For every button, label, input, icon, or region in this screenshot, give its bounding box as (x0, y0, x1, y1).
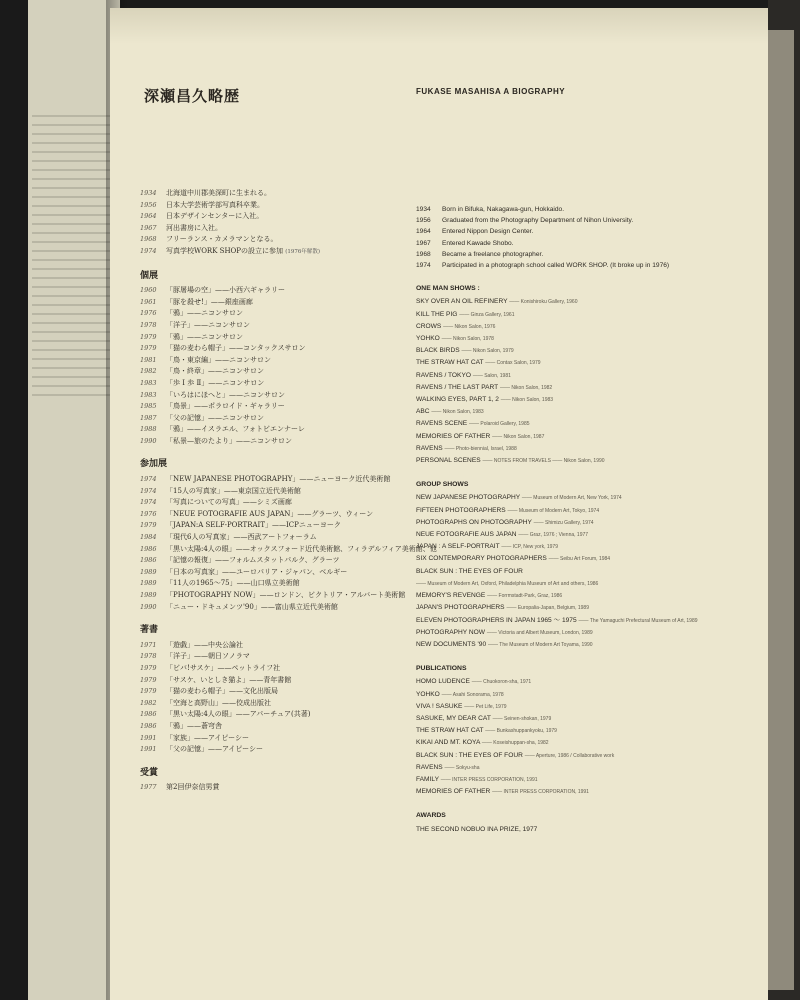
jp-bio-item (140, 211, 440, 223)
entry-title: JAPAN : A SELF-PORTRAIT (416, 543, 500, 551)
en-award-item (416, 824, 761, 836)
entry-title: NEUE FOTOGRAFIE AUS JAPAN (416, 531, 517, 539)
entry-venue: —— Nikon Salon, 1982 (499, 384, 553, 391)
jp-solo-item (140, 297, 440, 309)
en-awards-heading: AWARDS (416, 812, 446, 820)
entry-venue: —— Forrmstadt-Park, Graz, 1986 (487, 593, 563, 600)
entry-title: PHOTOGRAPHS ON PHOTOGRAPHY (416, 518, 532, 526)
year: 1979 (140, 675, 157, 684)
en-solo-list (416, 296, 761, 467)
entry-venue: —— Nikon Salon, 1987 (492, 433, 545, 440)
en-solo-item (416, 394, 761, 406)
entry-title: HOMO LUDENCE (416, 678, 470, 686)
year: 1990 (140, 602, 157, 611)
jp-solo-item (140, 366, 440, 378)
entry-venue: —— Salon, 1981 (472, 372, 511, 379)
jp-bio-item (140, 246, 440, 259)
en-solo-item (416, 418, 761, 430)
entry-venue: —— Seibu Art Forum, 1984 (548, 556, 611, 563)
jp-solo-item (140, 436, 440, 448)
year: 1985 (140, 402, 157, 411)
entry-venue: —— Chuokoron-sha, 1971 (471, 679, 532, 686)
en-solo-heading: ONE MAN SHOWS : (416, 285, 480, 293)
year: 1934 (140, 189, 157, 197)
en-pub-item (416, 737, 761, 749)
entry-title: FAMILY (416, 775, 439, 783)
en-group-list (416, 492, 761, 651)
en-pub-item (416, 725, 761, 737)
jp-book-item (140, 675, 440, 687)
english-column (416, 204, 761, 836)
entry-title: JAPAN'S PHOTOGRAPHERS (416, 604, 505, 612)
jp-solo-item (140, 320, 440, 332)
entry-text: 「遊戯」——中央公論社 (166, 640, 243, 649)
entry-text: 「黒い太陽:4人の眼」——アパーチュア(共著) (166, 710, 311, 719)
entry-title: BLACK SUN : THE EYES OF FOUR (416, 567, 523, 575)
year: 1991 (140, 733, 157, 742)
entry-title: YOHKO (416, 335, 440, 343)
jp-solo-list (140, 285, 440, 447)
entry-text: 「洋子」——朝日ソノラマ (166, 652, 250, 661)
year: 1984 (140, 533, 157, 542)
entry-title: RAVENS SCENE (416, 420, 468, 428)
jp-book-item (140, 698, 440, 710)
entry-venue: —— Victoria and Albert Museum, London, 1989 (486, 629, 593, 636)
jp-solo-item (140, 413, 440, 425)
entry-venue: —— Nikon Salon, 1983 (500, 397, 554, 404)
entry-text: 「私景—旅のたより」——ニコンサロン (166, 436, 292, 445)
jp-bio-item (140, 223, 440, 235)
entry-text: 「記憶の報復」——フォルムスタットパルク、グラーツ (166, 556, 340, 565)
jp-group-item (140, 532, 440, 544)
en-group-item (416, 639, 761, 651)
jp-solo-item (140, 285, 440, 297)
entry-text: 「鴉」——イスラエル、フォトビエンナーレ (166, 425, 305, 434)
entry-title: SIX CONTEMPORARY PHOTOGRAPHERS (416, 555, 547, 563)
year: 1991 (140, 745, 157, 754)
entry-text: 河出書房に入社。 (166, 223, 222, 232)
entry-venue: —— Nikon Salon, 1983 (431, 409, 484, 416)
en-pub-list (416, 676, 761, 798)
year: 1986 (140, 544, 157, 553)
jp-book-item (140, 640, 440, 652)
year: 1989 (140, 591, 157, 599)
jp-group-item (140, 555, 440, 567)
en-group-item (416, 541, 761, 553)
entry-title: BLACK SUN : THE EYES OF FOUR (416, 751, 523, 759)
entry-venue: —— NOTES FROM TRAVELS —— Nikon Salon, 1990 (482, 458, 605, 465)
entry-text: 「鴉」——ニコンサロン (166, 309, 243, 318)
entry-venue: —— Polaroid Gallery, 1985 (469, 421, 530, 428)
entry-venue: —— Museum of Modern Art, New York, 1974 (521, 495, 622, 502)
entry-text: 「鳥・終章」——ニコンサロン (166, 367, 264, 376)
en-pub-item (416, 762, 761, 774)
entry-venue: —— Sokyu-sha (444, 764, 480, 771)
entry-text: 「鳥景」——ポラロイド・ギャラリー (166, 402, 285, 411)
entry-venue: —— Graz, 1976 ; Vienna, 1977 (518, 532, 589, 539)
entry-text: 「猫の麦わら帽子」——文化出版局 (166, 687, 278, 696)
en-solo-item (416, 296, 761, 308)
en-group-heading: GROUP SHOWS (416, 481, 469, 489)
entry-text: Participated in a photograph school called WORK SHOP. (It broke up in 1976) (442, 262, 670, 270)
en-group-item (416, 529, 761, 541)
en-group-item (416, 602, 761, 614)
year: 1974 (140, 246, 157, 255)
jp-books-heading: 著書 (140, 625, 159, 636)
year: 1967 (140, 223, 157, 232)
year: 1989 (140, 567, 157, 576)
en-awards-list (416, 824, 761, 836)
jp-group-item (140, 602, 440, 614)
year: 1982 (140, 367, 157, 376)
en-bio-item (416, 260, 761, 271)
year: 1979 (140, 521, 157, 530)
entry-text: 「ニュー・ドキュメンツ'90」——富山県立近代美術館 (166, 602, 338, 611)
entry-venue: —— ICP, New york, 1979 (501, 544, 558, 551)
entry-text: 「鴉」——蒼穹舎 (166, 721, 222, 730)
entry-text: 「NEUE FOTOGRAFIE AUS JAPAN」——グラーツ、ウィーン (166, 509, 374, 518)
entry-text: Graduated from the Photography Department of Nihon University. (442, 217, 634, 225)
entry-text: フリーランス・カメラマンとなる。 (166, 235, 278, 244)
en-pub-item (416, 786, 761, 798)
entry-text: 「現代6人の写真家」——西武アートフォーラム (166, 533, 317, 542)
jp-book-item (140, 733, 440, 745)
entry-title: ABC (416, 408, 430, 416)
en-solo-item (416, 382, 761, 394)
en-group-item (416, 492, 761, 504)
en-group-item (416, 627, 761, 639)
jp-group-list (140, 474, 440, 613)
jp-group-item (140, 486, 440, 498)
entry-title: KILL THE PIG (416, 310, 458, 318)
year: 1978 (140, 320, 157, 329)
year: 1968 (140, 235, 157, 244)
entry-text: 「父の記憶」——ニコンサロン (166, 413, 264, 422)
jp-solo-item (140, 332, 440, 344)
en-group-item (416, 590, 761, 602)
en-pub-heading: PUBLICATIONS (416, 665, 467, 673)
entry-text: 「父の記憶」——アイピーシー (166, 745, 263, 754)
entry-title: BLACK BIRDS (416, 347, 460, 355)
jp-group-item (140, 578, 440, 590)
entry-text: 「黒い太陽:4人の眼」——オックスフォード近代美術館、フィラデルフィア美術館、他 (166, 544, 437, 553)
jp-group-item (140, 509, 440, 521)
jp-books-list (140, 640, 440, 756)
en-pub-item (416, 713, 761, 725)
en-solo-item (416, 443, 761, 455)
page-stack (768, 30, 794, 990)
entry-text: 北海道中川郡美深町に生まれる。 (166, 189, 271, 197)
entry-venue: —— Photo-biennial, Israel, 1988 (444, 445, 517, 452)
entry-title: NEW JAPANESE PHOTOGRAPHY (416, 494, 521, 502)
year: 1974 (416, 262, 431, 270)
entry-title: SASUKE, MY DEAR CAT (416, 714, 491, 722)
jp-solo-heading: 個展 (140, 270, 159, 281)
jp-solo-item (140, 355, 440, 367)
entry-text: Born in Bifuka, Nakagawa-gun, Hokkaido. (442, 206, 565, 213)
entry-text: 第2回伊奈信男賞 (166, 783, 220, 792)
page-title-en: FUKASE MASAHISA A BIOGRAPHY (416, 87, 566, 96)
entry-text: 「日本の写真家」——ユーロパリア・ジャパン、ベルギー (166, 567, 348, 576)
entry-title: MEMORIES OF FATHER (416, 788, 491, 796)
entry-venue: —— Museum of Modern Art, Oxford, Philadelphia Museum of Art and others, 1986 (416, 580, 599, 587)
year: 1986 (140, 556, 157, 565)
entry-text: Became a freelance photographer. (442, 250, 544, 258)
year: 1971 (140, 640, 157, 649)
year: 1964 (140, 212, 157, 221)
entry-venue: —— Europalia-Japan, Belgium, 1989 (506, 605, 589, 612)
en-pub-item (416, 676, 761, 688)
entry-venue: —— Seinen-shokan, 1979 (492, 715, 552, 722)
en-pub-item (416, 689, 761, 701)
entry-venue: —— Konishiroku Gallery, 1960 (509, 299, 578, 306)
jp-award-heading: 受賞 (140, 767, 159, 778)
entry-title: THE STRAW HAT CAT (416, 727, 484, 735)
entry-text: 「15人の写真家」——東京国立近代美術館 (166, 486, 301, 495)
entry-title: NEW DOCUMENTS '90 (416, 640, 487, 648)
page-shadow (110, 8, 768, 44)
year: 1974 (140, 486, 157, 495)
entry-title: SKY OVER AN OIL REFINERY (416, 298, 508, 306)
en-bio-item (416, 226, 761, 237)
en-bio-item (416, 215, 761, 226)
entry-text: 日本デザインセンターに入社。 (166, 212, 264, 221)
entry-venue: —— Asahi Sonorama, 1978 (441, 691, 504, 698)
en-solo-item (416, 406, 761, 418)
year: 1974 (140, 498, 157, 507)
entry-title: VIVA ! SASUKE (416, 702, 463, 710)
jp-group-item (140, 544, 440, 556)
year: 1974 (140, 475, 157, 484)
jp-book-item (140, 744, 440, 756)
year: 1979 (140, 344, 157, 353)
jp-bio-item (140, 200, 440, 212)
entry-title: THE SECOND NOBUO INA PRIZE, 1977 (416, 825, 538, 833)
en-group-item (416, 578, 761, 590)
year: 1968 (416, 250, 431, 258)
entry-text: 「空海と高野山」——佼成出版社 (166, 698, 271, 707)
entry-title: RAVENS (416, 763, 443, 771)
entry-text: 「11人の1965〜75」——山口県立美術館 (166, 579, 300, 588)
jp-group-item (140, 474, 440, 486)
jp-book-item (140, 686, 440, 698)
entry-title: THE STRAW HAT CAT (416, 359, 484, 367)
entry-text: Entered Kawade Shobo. (442, 239, 514, 247)
jp-book-item (140, 709, 440, 721)
en-pub-item (416, 701, 761, 713)
en-solo-item (416, 357, 761, 369)
entry-venue: —— Shimizu Gallery, 1974 (533, 519, 594, 526)
entry-text: 「PHOTOGRAPHY NOW」——ロンドン、ビクトリア・アルバート美術館 (166, 591, 406, 599)
entry-text: 「豚を殺せ!」——銀座画廊 (166, 297, 253, 306)
entry-venue: —— Koseishuppan-sha, 1982 (481, 740, 549, 747)
entry-venue: —— Aperture, 1986 / Collaborative work (524, 752, 615, 759)
en-group-item (416, 553, 761, 565)
jp-bio-item (140, 188, 440, 200)
jp-solo-item (140, 343, 440, 355)
entry-venue: —— The Museum of Modern Art Toyama, 1990 (487, 641, 593, 648)
entry-text: 「鴉」——ニコンサロン (166, 332, 243, 341)
year: 1956 (140, 200, 157, 209)
entry-text: 「サスケ、いとしき猫よ」——青年書館 (166, 675, 292, 684)
entry-venue: —— Nikon Salon, 1978 (441, 336, 494, 343)
year: 1988 (140, 425, 157, 434)
year: 1979 (140, 687, 157, 696)
en-solo-item (416, 321, 761, 333)
entry-venue: —— Museum of Modern Art, Tokyo, 1974 (507, 507, 600, 514)
entry-title: KIKAI AND MT. KOYA (416, 739, 481, 747)
year: 1956 (416, 217, 431, 225)
entry-venue: —— Bunkashuppankyoku, 1979 (485, 728, 557, 735)
entry-title: WALKING EYES, PART 1, 2 (416, 396, 499, 404)
year: 1981 (140, 355, 157, 364)
entry-title: PERSONAL SCENES (416, 457, 481, 465)
jp-bio-item (140, 234, 440, 246)
entry-venue: —— Nikon Salon, 1976 (443, 323, 496, 330)
en-solo-item (416, 370, 761, 382)
entry-text: 「洋子」——ニコンサロン (166, 320, 250, 329)
year: 1977 (140, 783, 157, 792)
entry-text: 「豚屠場の空」——小西六ギャラリー (166, 286, 285, 295)
year: 1961 (140, 297, 157, 306)
entry-venue: —— The Yamaguchi Prefectural Museum of Art, 1989 (578, 617, 698, 624)
entry-venue: —— Ginza Gallery, 1961 (459, 311, 515, 318)
jp-solo-item (140, 401, 440, 416)
year: 1960 (140, 286, 157, 295)
jp-solo-item (140, 308, 440, 320)
en-bio-list (416, 204, 761, 271)
en-solo-item (416, 309, 761, 321)
jp-group-item (140, 590, 440, 602)
jp-group-heading: 参加展 (140, 459, 168, 470)
en-solo-item (416, 333, 761, 345)
entry-venue: —— INTER PRESS CORPORATION, 1991 (492, 789, 589, 796)
jp-book-item (140, 721, 440, 733)
en-solo-item (416, 455, 761, 467)
year: 1986 (140, 710, 157, 719)
entry-text: 「JAPAN:A SELF-PORTRAIT」——ICPニューヨーク (166, 521, 341, 530)
year: 1934 (416, 206, 431, 213)
jp-bio-list (140, 188, 440, 259)
entry-note: (1976年解散) (285, 248, 321, 255)
entry-text: 「ビバ!サスケ」——ペットライフ社 (166, 663, 281, 672)
jp-award-item (140, 782, 440, 794)
entry-text: 「家族」——アイピーシー (166, 733, 249, 742)
year: 1978 (140, 652, 157, 661)
en-group-item (416, 517, 761, 529)
jp-solo-item (140, 424, 440, 436)
page-title-jp: 深瀬昌久略歴 (144, 87, 241, 105)
entry-text: 「いろはにほへと」——ニコンサロン (166, 390, 285, 399)
entry-venue: —— Nikon Salon, 1979 (461, 348, 514, 355)
entry-text: 日本大学芸術学部写真科卒業。 (166, 200, 264, 209)
entry-text: 写真学校WORK SHOPの設立に参加 (166, 246, 284, 255)
japanese-column (140, 188, 440, 794)
jp-book-item (140, 651, 440, 663)
jp-group-item (140, 567, 440, 579)
entry-title: ELEVEN PHOTOGRAPHERS IN JAPAN 1965 〜 1975 (416, 616, 577, 624)
year: 1983 (140, 378, 157, 387)
entry-title: PHOTOGRAPHY NOW (416, 628, 485, 636)
entry-title: MEMORIES OF FATHER (416, 432, 491, 440)
book-edge (768, 0, 800, 1000)
year: 1987 (140, 413, 157, 422)
entry-title: YOHKO (416, 690, 440, 698)
entry-title: CROWS (416, 322, 442, 330)
entry-venue: —— Contax Salon, 1979 (485, 360, 541, 367)
year: 1982 (140, 698, 157, 707)
year: 1976 (140, 309, 157, 318)
year: 1964 (416, 228, 431, 236)
year: 1967 (416, 239, 431, 247)
jp-group-item (140, 520, 440, 532)
en-pub-item (416, 774, 761, 786)
en-solo-item (416, 345, 761, 357)
year: 1983 (140, 390, 157, 399)
en-bio-item (416, 204, 761, 215)
entry-venue: —— INTER PRESS CORPORATION, 1991 (440, 776, 538, 783)
year: 1979 (140, 332, 157, 341)
year: 1989 (140, 579, 157, 588)
en-bio-item (416, 238, 761, 249)
entry-text: 「猫の麦わら帽子」——コンタックスサロン (166, 344, 306, 353)
jp-solo-item (140, 390, 440, 402)
entry-text: 「NEW JAPANESE PHOTOGRAPHY」——ニューヨーク近代美術館 (166, 475, 391, 484)
en-bio-item (416, 249, 761, 260)
en-group-item (416, 505, 761, 517)
en-pub-item (416, 750, 761, 762)
entry-text: 「鳥・東京編」——ニコンサロン (166, 355, 271, 364)
year: 1986 (140, 721, 157, 730)
en-solo-item (416, 431, 761, 443)
entry-title: RAVENS / THE LAST PART (416, 383, 499, 391)
jp-book-item (140, 663, 440, 675)
entry-title: RAVENS (416, 444, 443, 452)
year: 1979 (140, 663, 157, 672)
year: 1990 (140, 436, 157, 445)
entry-text: 「写真についての写真」——シミズ画廊 (166, 498, 292, 507)
year: 1976 (140, 509, 157, 518)
entry-text: Entered Nippon Design Center. (442, 228, 534, 236)
entry-title: MEMORY'S REVENGE (416, 592, 486, 600)
jp-solo-item (140, 378, 440, 390)
en-group-item (416, 566, 761, 578)
jp-group-item (140, 497, 440, 509)
entry-title: FIFTEEN PHOTOGRAPHERS (416, 506, 506, 514)
entry-text: 「歩 Ⅰ 歩 Ⅱ」——ニコンサロン (166, 378, 265, 387)
biography-page (110, 8, 768, 1000)
entry-title: RAVENS / TOKYO (416, 371, 471, 379)
en-group-item (416, 615, 761, 627)
entry-venue: —— Pet Life, 1979 (464, 703, 507, 710)
